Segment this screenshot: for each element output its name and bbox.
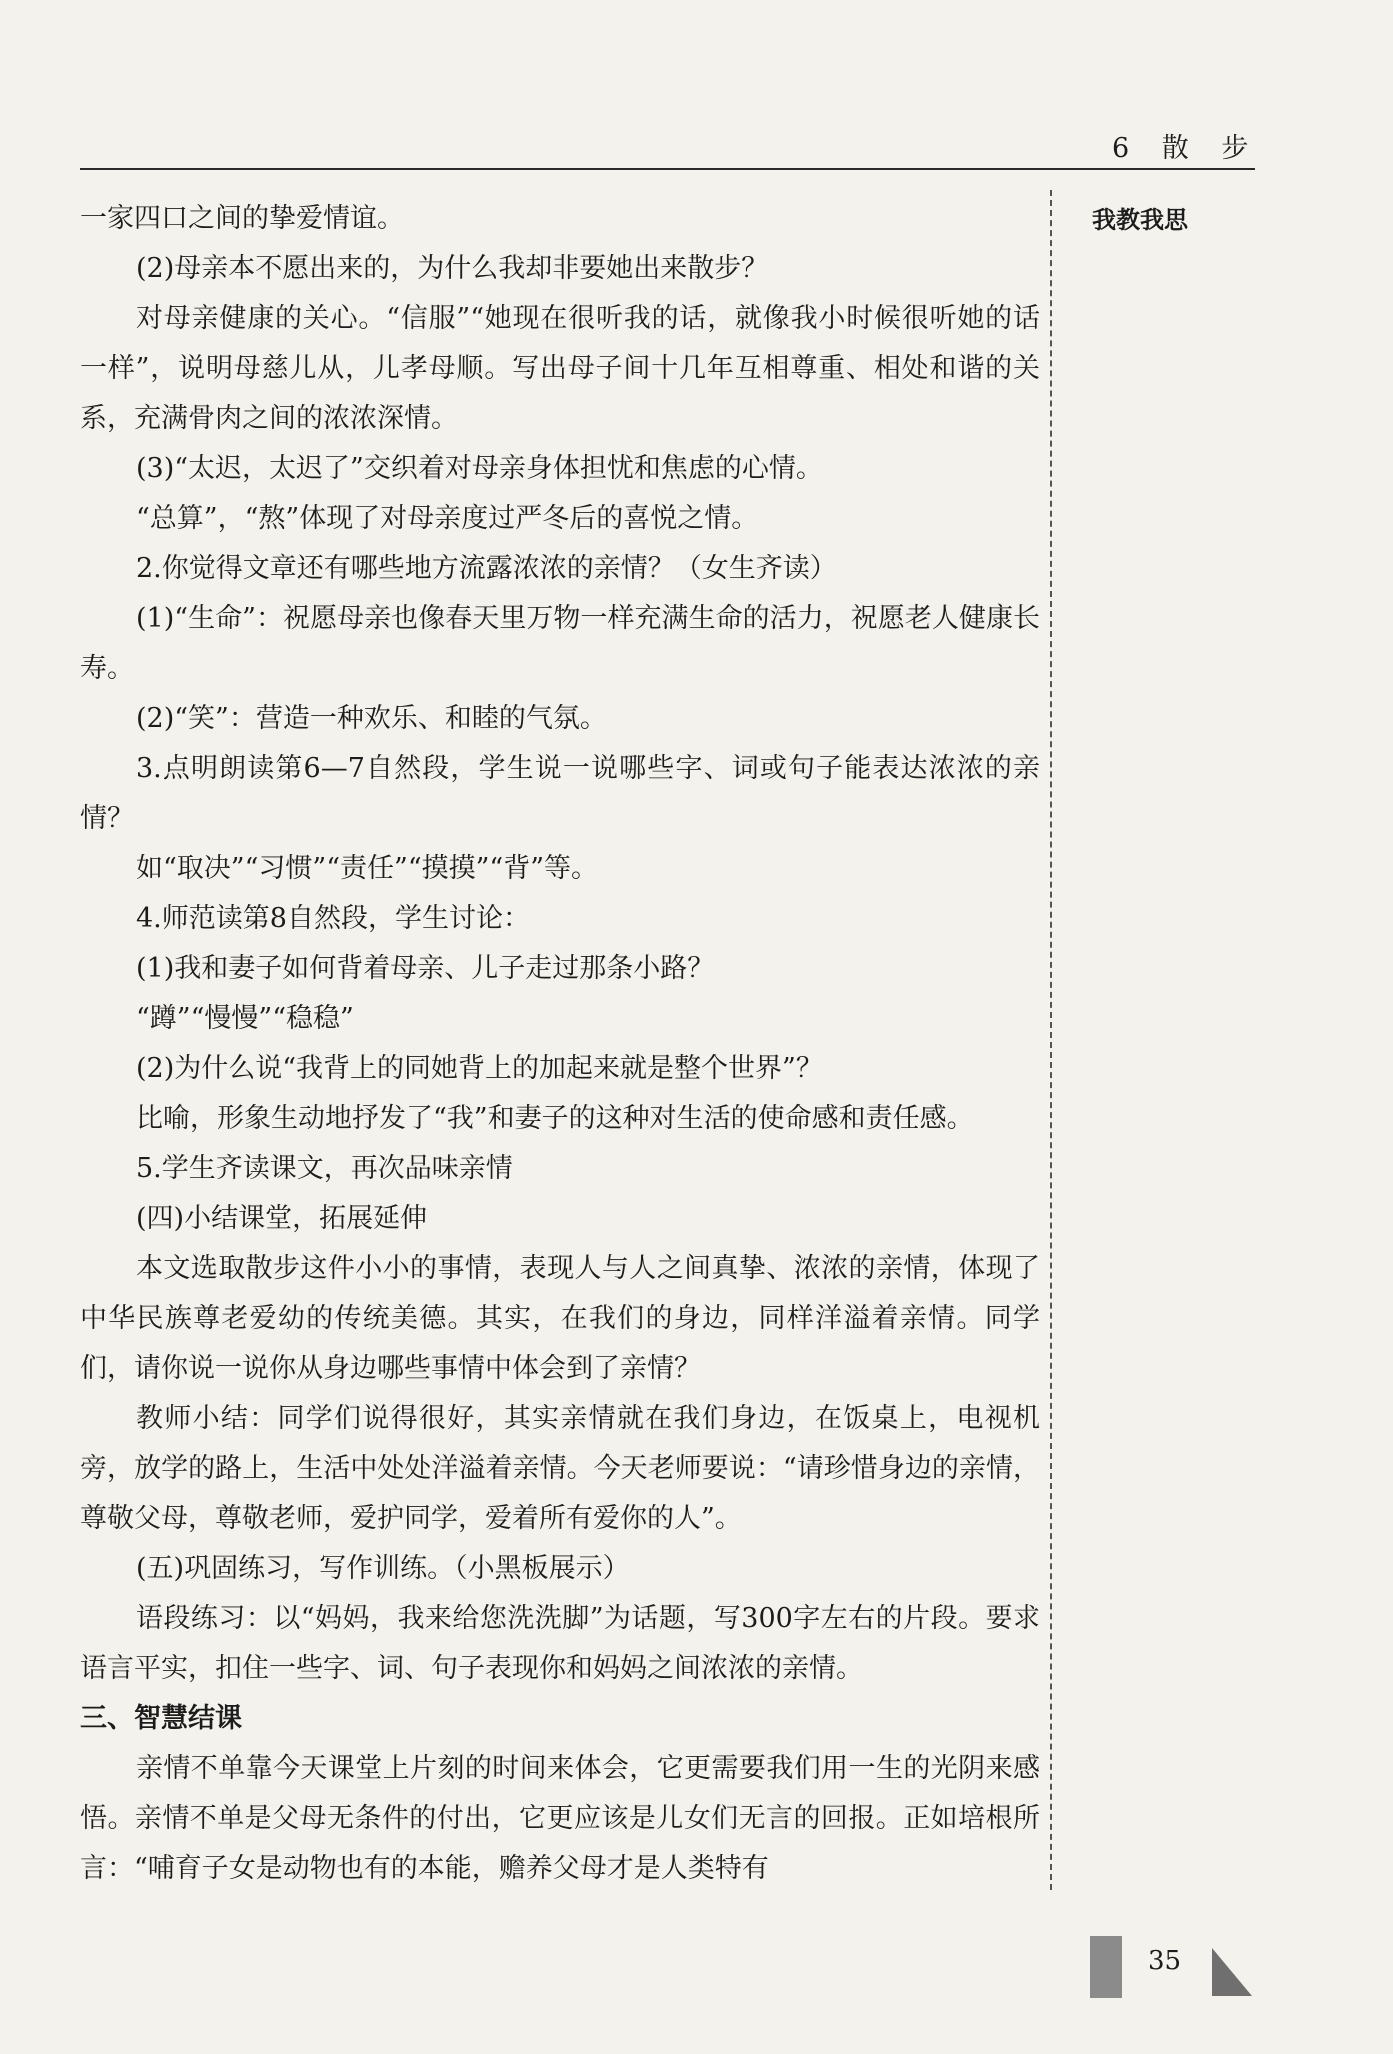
paragraph: 5.学生齐读课文，再次品味亲情 <box>136 1153 513 1184</box>
sidebar-title: 我教我思 <box>1092 206 1188 234</box>
paragraph: 比喻，形象生动地抒发了“我”和妻子的这种对生活的使命感和责任感。 <box>136 1103 974 1134</box>
paragraph: 4.师范读第8自然段，学生讨论： <box>136 903 530 934</box>
paragraph: 2.你觉得文章还有哪些地方流露浓浓的亲情？（女生齐读） <box>136 553 837 584</box>
paragraph: (1)“生命”：祝愿母亲也像春天里万物一样充满生命的活力，祝愿老人健康长寿。 <box>80 603 1040 684</box>
paragraph: 3.点明朗读第6—7自然段，学生说一说哪些字、词或句子能表达浓浓的亲情？ <box>80 753 1040 834</box>
margin-divider <box>1050 190 1052 1890</box>
paragraph: 教师小结：同学们说得很好，其实亲情就在我们身边，在饭桌上，电视机旁，放学的路上，生活中处处洋溢着亲情。今天老师要说：“请珍惜身边的亲情，尊敬父母，尊敬老师，爱护同学，爱着所有爱你的人”。 <box>80 1403 1040 1534</box>
corner-triangle-mark <box>1212 1948 1252 1996</box>
paragraph: 对母亲健康的关心。“信服”“她现在很听我的话，就像我小时候很听她的话一样”，说明母慈儿从，儿孝母顺。写出母子间十几年互相尊重、相处和谐的关系，充满骨肉之间的浓浓深情。 <box>80 303 1040 434</box>
paragraph: (2)“笑”：营造一种欢乐、和睦的气氛。 <box>136 703 607 734</box>
page-number: 35 <box>1148 1946 1182 1976</box>
chapter-header-title: 6 散 步 <box>1112 133 1261 164</box>
section-heading: 三、智慧结课 <box>80 1703 242 1734</box>
paragraph: “总算”，“熬”体现了对母亲度过严冬后的喜悦之情。 <box>136 503 759 534</box>
paragraph: (四)小结课堂，拓展延伸 <box>136 1203 428 1234</box>
paragraph: (五)巩固练习，写作训练。（小黑板展示） <box>136 1553 630 1584</box>
main-text <box>80 194 1040 1894</box>
paragraph: 亲情不单靠今天课堂上片刻的时间来体会，它更需要我们用一生的光阴来感悟。亲情不单是父母无条件的付出，它更应该是儿女们无言的回报。正如培根所言：“哺育子女是动物也有的本能，赡养父母才是人类特有 <box>80 1753 1040 1884</box>
paragraph: (2)为什么说“我背上的同她背上的加起来就是整个世界”？ <box>136 1053 823 1084</box>
paragraph: (2)母亲本不愿出来的，为什么我却非要她出来散步？ <box>136 253 769 284</box>
paragraph: 如“取决”“习惯”“责任”“摸摸”“背”等。 <box>136 853 599 884</box>
paragraph: (3)“太迟，太迟了”交织着对母亲身体担忧和焦虑的心情。 <box>136 453 823 484</box>
paragraph: (1)我和妻子如何背着母亲、儿子走过那条小路？ <box>136 953 715 984</box>
paragraph: 一家四口之间的挚爱情谊。 <box>80 203 404 234</box>
header-rule <box>80 168 1255 170</box>
paragraph: 本文选取散步这件小小的事情，表现人与人之间真挚、浓浓的亲情，体现了中华民族尊老爱幼的传统美德。其实，在我们的身边，同样洋溢着亲情。同学们，请你说一说你从身边哪些事情中体会到了亲情？ <box>80 1253 1040 1384</box>
paragraph: 语段练习：以“妈妈，我来给您洗洗脚”为话题，写300字左右的片段。要求语言平实，扣住一些字、词、句子表现你和妈妈之间浓浓的亲情。 <box>80 1603 1040 1684</box>
paragraph: “蹲”“慢慢”“稳稳” <box>136 1003 354 1034</box>
page-tab-marker <box>1090 1936 1122 1998</box>
